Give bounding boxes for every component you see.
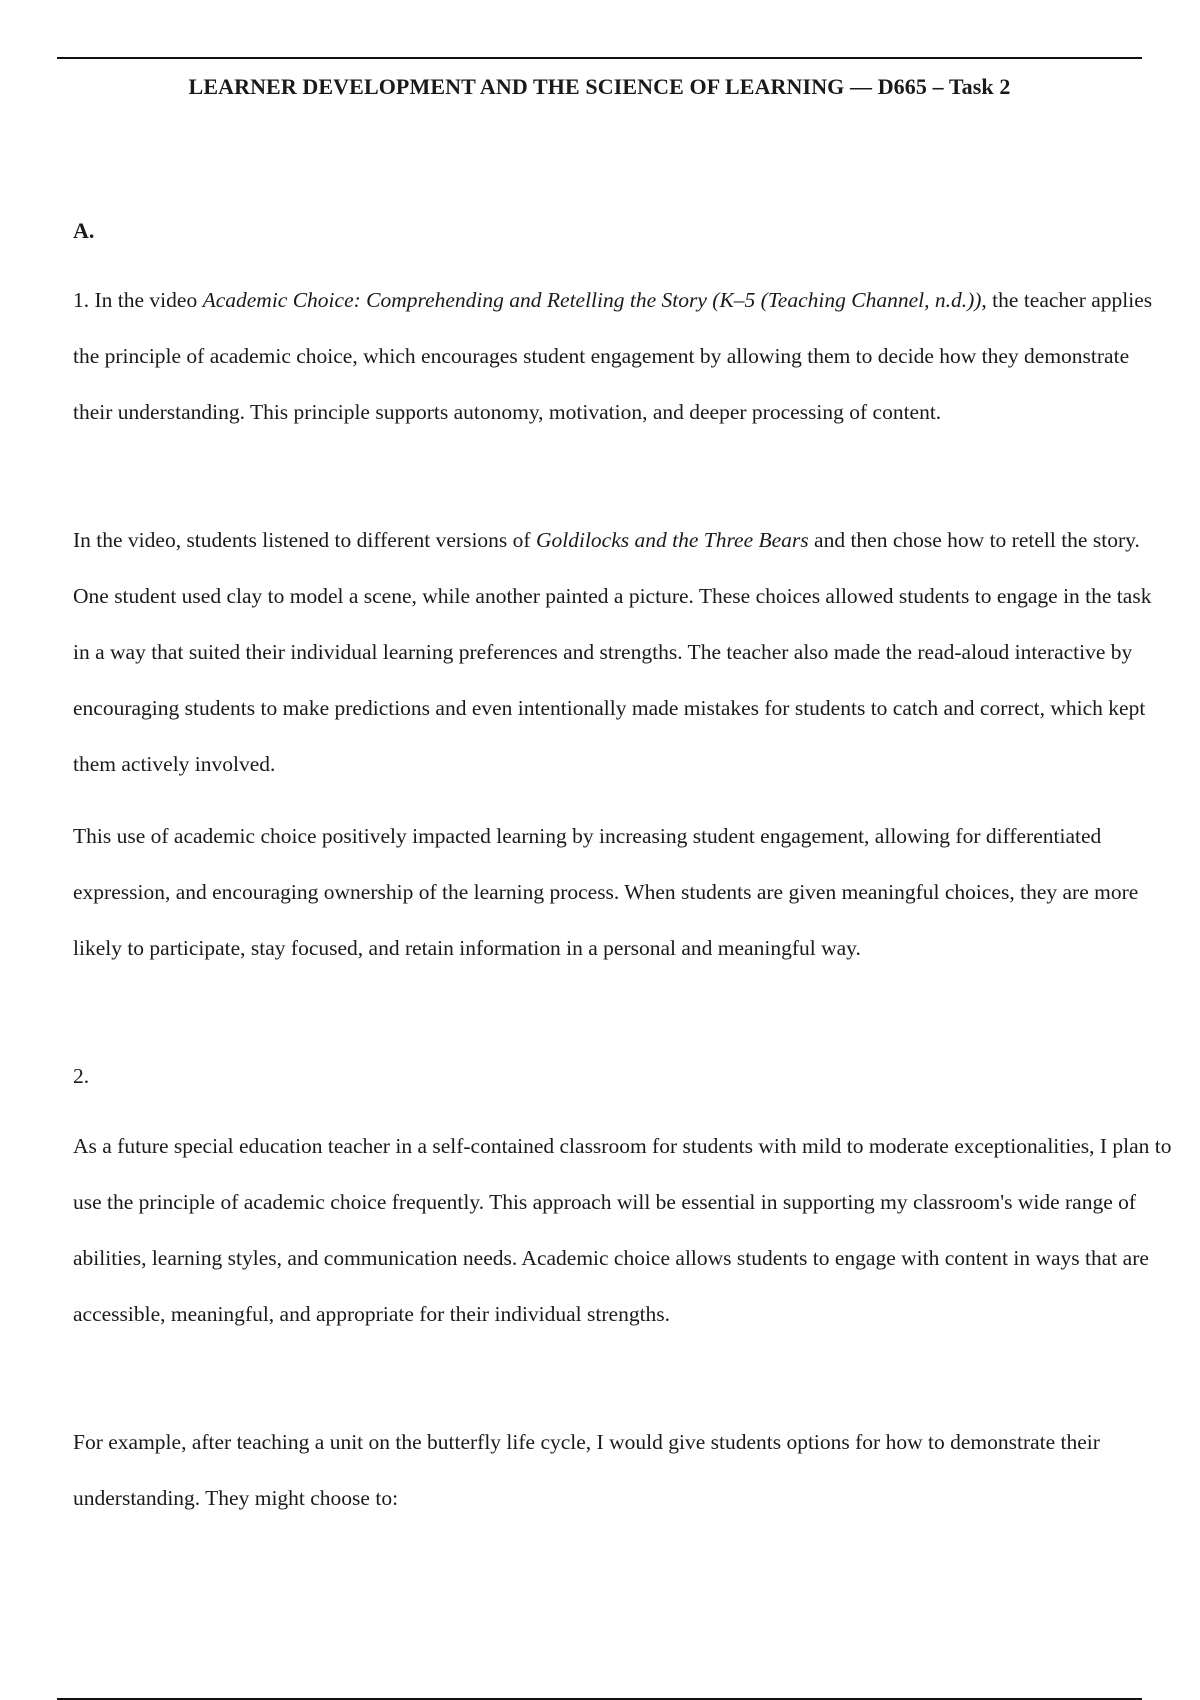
top-rule: [57, 57, 1142, 59]
paragraph-3: This use of academic choice positively impacted learning by increasing student engagement, allowing for differentiated expression, and encouraging ownership of the learning process. When students are given meaningful choices, they are more likely to participate, stay focused, and retain information in a personal and meaningful way.: [73, 824, 1139, 960]
paragraph-1-prefix: 1. In the video: [73, 288, 203, 312]
paragraph-2-suffix: and then chose how to retell the story. One student used clay to model a scene, while another painted a picture. These choices allowed students to engage in the task in a way that suited their individual learning preferences and strengths. The teacher also made the read-aloud interactive by encouraging students to make predictions and even intentionally made mistakes for students to catch and correct, which kept them actively involved.: [73, 528, 1152, 776]
paragraph-2: [73, 512, 1173, 792]
paragraph-1: [73, 272, 1173, 440]
document-title: LEARNER DEVELOPMENT AND THE SCIENCE OF LEARNING — D665 – Task 2: [188, 74, 1011, 99]
paragraph-4: As a future special education teacher in a self-contained classroom for students with mild to moderate exceptionalities, I plan to use the principle of academic choice frequently. This approach will be essential in supporting my classroom's wide range of abilities, learning styles, and communication needs. Academic choice allows students to engage with content in ways that are accessible, meaningful, and appropriate for their individual strengths.: [73, 1134, 1172, 1326]
section-heading-a: A.: [73, 218, 95, 243]
paragraph-5: For example, after teaching a unit on the butterfly life cycle, I would give students options for how to demonstrate their understanding. They might choose to:: [73, 1430, 1100, 1510]
video-title: Academic Choice: Comprehending and Retelling the Story (K–5 (Teaching Channel, n.d.)): [202, 288, 982, 312]
paragraph-1-suffix: , the teacher applies the principle of academic choice, which encourages student engagement by allowing them to decide how they demonstrate their understanding. This principle supports autonomy, motivation, and deeper processing of content.: [73, 288, 1153, 424]
item-2-label: 2.: [73, 1064, 90, 1088]
paragraph-2-prefix: In the video, students listened to different versions of: [73, 528, 536, 552]
story-title: Goldilocks and the Three Bears: [535, 528, 809, 552]
